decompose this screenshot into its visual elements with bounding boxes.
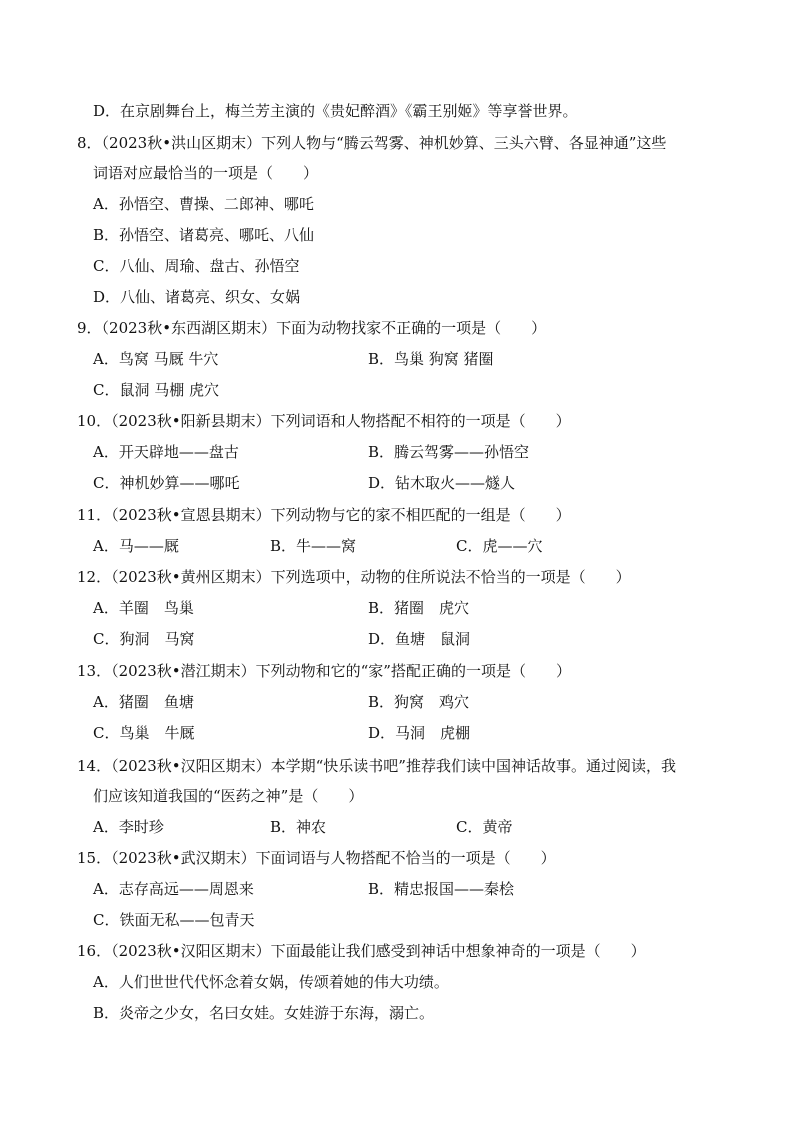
q12-option-b: B．猪圈 虎穴 xyxy=(368,599,470,617)
q16-option-b: B．炎帝之少女，名曰女娃。女娃游于东海，溺亡。 xyxy=(93,1004,435,1022)
q14-stem: 14．（2023秋•汉阳区期末）本学期“快乐读书吧”推荐我们读中国神话故事。通过阅读，我 xyxy=(77,757,676,775)
q8-option-c: C．八仙、周瑜、盘古、孙悟空 xyxy=(93,257,300,275)
q13-option-a: A．猪圈 鱼塘 xyxy=(93,693,194,711)
q14-option-b: B．神农 xyxy=(270,818,327,836)
q8-option-d: D．八仙、诸葛亮、织女、女娲 xyxy=(93,288,301,306)
q13-option-b: B．狗窝 鸡穴 xyxy=(368,693,470,711)
q10-stem: 10．（2023秋•阳新县期末）下列词语和人物搭配不相符的一项是（ ） xyxy=(77,412,571,430)
q9-stem: 9．（2023秋•东西湖区期末）下面为动物找家不正确的一项是（ ） xyxy=(77,319,547,337)
q13-option-c: C．鸟巢 牛厩 xyxy=(93,724,195,742)
q11-option-c: C．虎——穴 xyxy=(456,537,543,555)
q15-option-b: B．精忠报国——秦桧 xyxy=(368,880,515,898)
q10-option-c: C．神机妙算——哪吒 xyxy=(93,474,240,492)
q10-option-b: B．腾云驾雾——孙悟空 xyxy=(368,443,530,461)
q14-option-a: A．李时珍 xyxy=(93,818,164,836)
q11-stem: 11．（2023秋•宣恩县期末）下列动物与它的家不相匹配的一组是（ ） xyxy=(77,506,571,524)
q13-stem: 13．（2023秋•潜江期末）下列动物和它的“家”搭配正确的一项是（ ） xyxy=(77,662,571,680)
q12-option-a: A．羊圈 鸟巢 xyxy=(93,599,194,617)
q13-option-d: D．马洞 虎棚 xyxy=(368,724,471,742)
q9-option-a: A．鸟窝 马厩 牛穴 xyxy=(93,350,219,368)
q7-option-d: D．在京剧舞台上，梅兰芳主演的《贵妃醉酒》《霸王别姬》等享誉世界。 xyxy=(93,102,578,120)
q15-option-a: A．志存高远——周恩来 xyxy=(93,880,254,898)
q14-option-c: C．黄帝 xyxy=(456,818,513,836)
q15-option-c: C．铁面无私——包青天 xyxy=(93,911,255,929)
q12-option-d: D．鱼塘 鼠洞 xyxy=(368,630,471,648)
q8-option-a: A．孙悟空、曹操、二郎神、哪吒 xyxy=(93,195,314,213)
q9-option-b: B．鸟巢 狗窝 猪圈 xyxy=(368,350,494,368)
q16-option-a: A．人们世世代代怀念着女娲，传颂着她的伟大功绩。 xyxy=(93,973,449,991)
q11-option-a: A．马——厩 xyxy=(93,537,179,555)
q16-stem: 16．（2023秋•汉阳区期末）下面最能让我们感受到神话中想象神奇的一项是（ ） xyxy=(77,942,646,960)
q8-stem: 8．（2023秋•洪山区期末）下列人物与“腾云驾雾、神机妙算、三头六臂、各显神通”这些 xyxy=(77,134,667,152)
q8-option-b: B．孙悟空、诸葛亮、哪吒、八仙 xyxy=(93,226,315,244)
q9-option-c: C．鼠洞 马棚 虎穴 xyxy=(93,381,220,399)
q10-option-a: A．开天辟地——盘古 xyxy=(93,443,239,461)
q14-stem-cont: 们应该知道我国的“医药之神”是（ ） xyxy=(93,787,364,805)
q11-option-b: B．牛——窝 xyxy=(270,537,357,555)
q10-option-d: D．钻木取火——燧人 xyxy=(368,474,516,492)
q12-option-c: C．狗洞 马窝 xyxy=(93,630,195,648)
q15-stem: 15．（2023秋•武汉期末）下面词语与人物搭配不恰当的一项是（ ） xyxy=(77,849,556,867)
q12-stem: 12．（2023秋•黄州区期末）下列选项中，动物的住所说法不恰当的一项是（ ） xyxy=(77,568,631,586)
q8-stem-cont: 词语对应最恰当的一项是（ ） xyxy=(93,164,319,182)
